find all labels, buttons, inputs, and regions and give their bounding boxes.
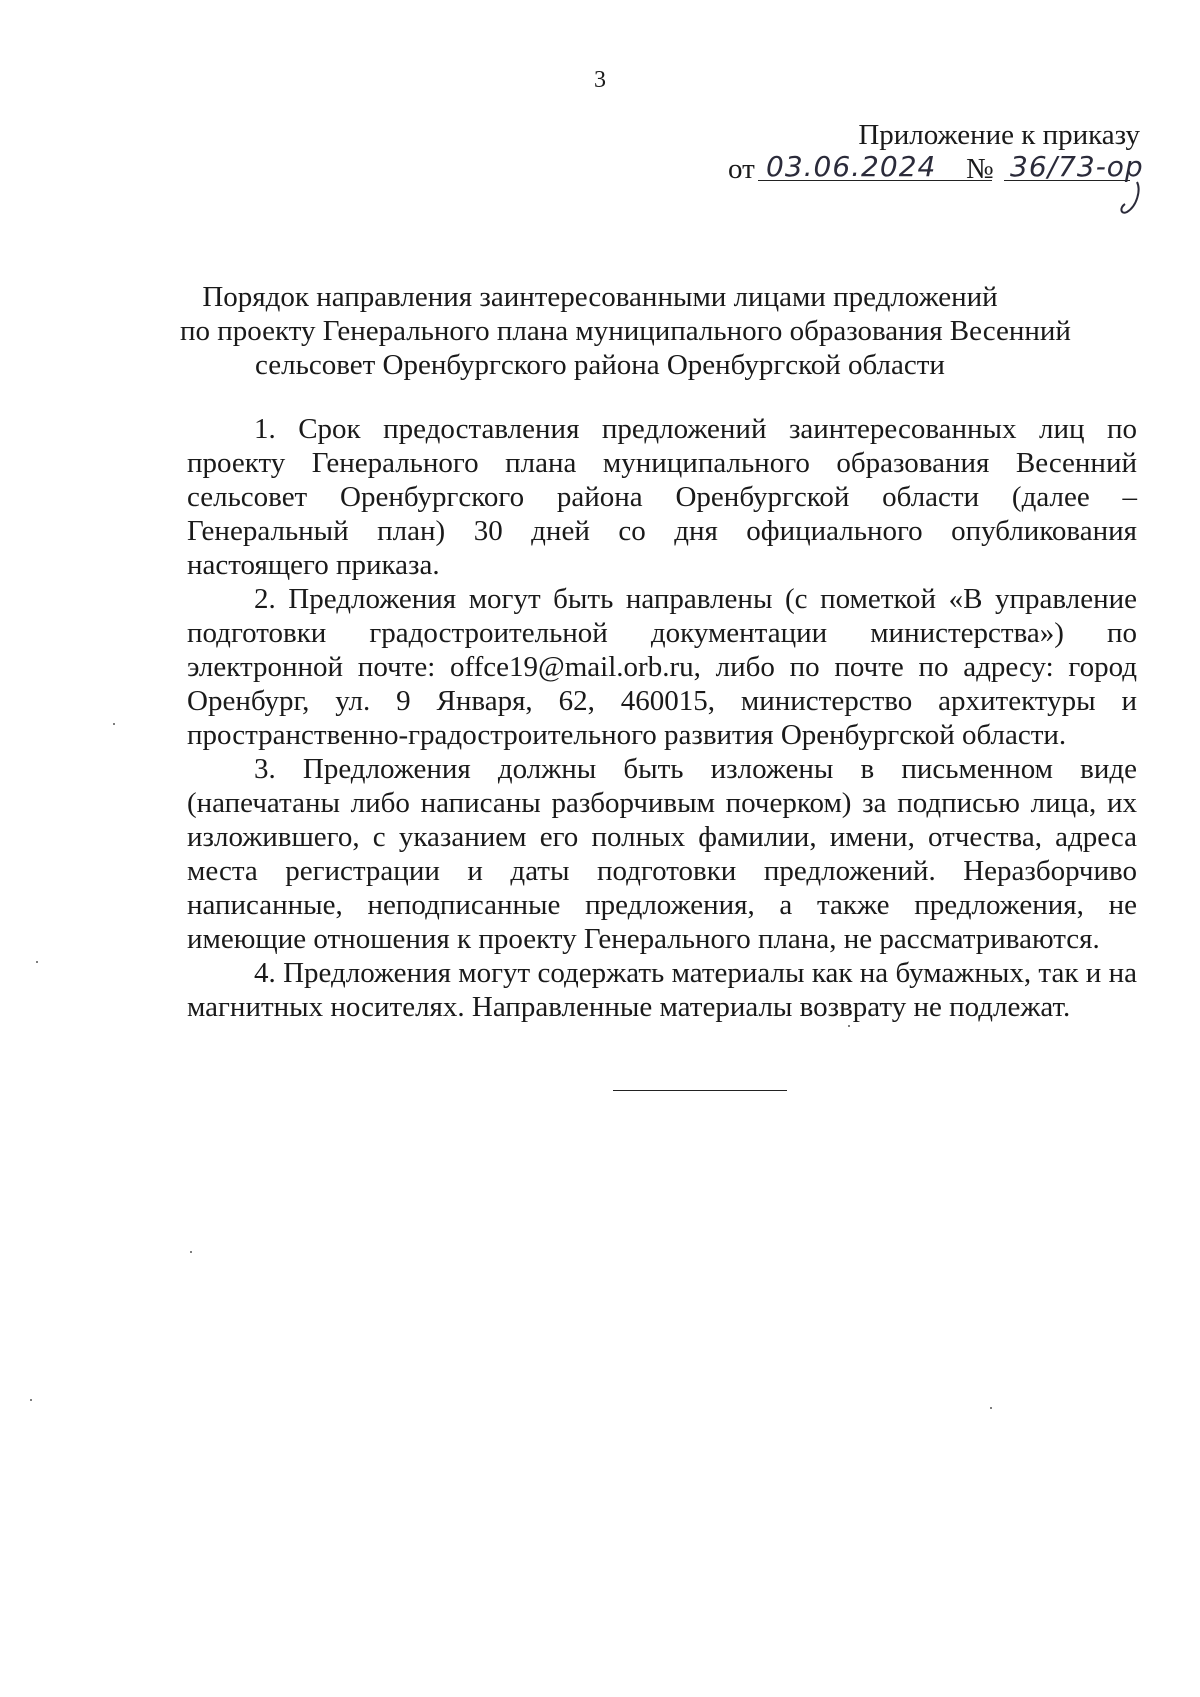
appendix-heading: Приложение к приказу [858, 119, 1140, 151]
scan-speck [990, 1407, 992, 1409]
document-body [187, 412, 1137, 1024]
order-number-sign: № [966, 153, 994, 185]
paragraph-1 [187, 412, 1137, 582]
scan-speck [190, 1251, 192, 1253]
scan-speck [36, 961, 38, 963]
paragraph-3 [187, 752, 1137, 956]
paragraph-text: 2. Предложения могут быть направлены (с пометкой «В управление подготовки градостроительной документации министерства») по электронной почте: offce19@mail.orb.ru, либо по почте по адресу: город Оренбург, ул. 9 Января, 62, 460015, министерство архитектуры и пространственно-градостроительного развития Оренбургской области. [187, 583, 1137, 751]
title-line: по проекту Генерального плана муниципального образования Весенний [180, 315, 1071, 347]
paragraph-text: 1. Срок предоставления предложений заинтересованных лиц по проекту Генерального плана муниципального образования Весенний сельсовет Оренбургского района Оренбургской области (далее – Генеральный план) 30 дней со дня официального опубликования настоящего приказа. [187, 413, 1137, 581]
page-number: 3 [594, 67, 606, 93]
order-date-prefix: от [728, 153, 755, 185]
paragraph-text: 4. Предложения могут содержать материалы как на бумажных, так и на магнитных носителях. Направленные материалы возврату не подлежат. [187, 957, 1137, 1023]
handwritten-order-number: 36/73-ор [1010, 150, 1144, 183]
document-title [180, 280, 1071, 382]
scan-speck [113, 723, 115, 725]
handwriting-flourish-icon [1115, 180, 1145, 216]
order-reference-line [728, 152, 1148, 196]
end-of-document-rule [613, 1090, 787, 1091]
paragraph-2 [187, 582, 1137, 752]
handwritten-order-date: 03.06.2024 [766, 150, 937, 183]
paragraph-4 [187, 956, 1137, 1024]
title-line: Порядок направления заинтересованными лицами предложений [202, 281, 998, 313]
scan-speck [30, 1399, 32, 1401]
scan-speck [848, 1025, 850, 1027]
paragraph-text: 3. Предложения должны быть изложены в письменном виде (напечатаны либо написаны разборчивым почерком) за подписью лица, их изложившего, с указанием его полных фамилии, имени, отчества, адреса места регистрации и даты подготовки предложений. Неразборчиво написанные, неподписанные предложения, а также предложения, не имеющие отношения к проекту Генерального плана, не рассматриваются. [187, 753, 1137, 955]
title-line: сельсовет Оренбургского района Оренбургской области [255, 349, 945, 381]
